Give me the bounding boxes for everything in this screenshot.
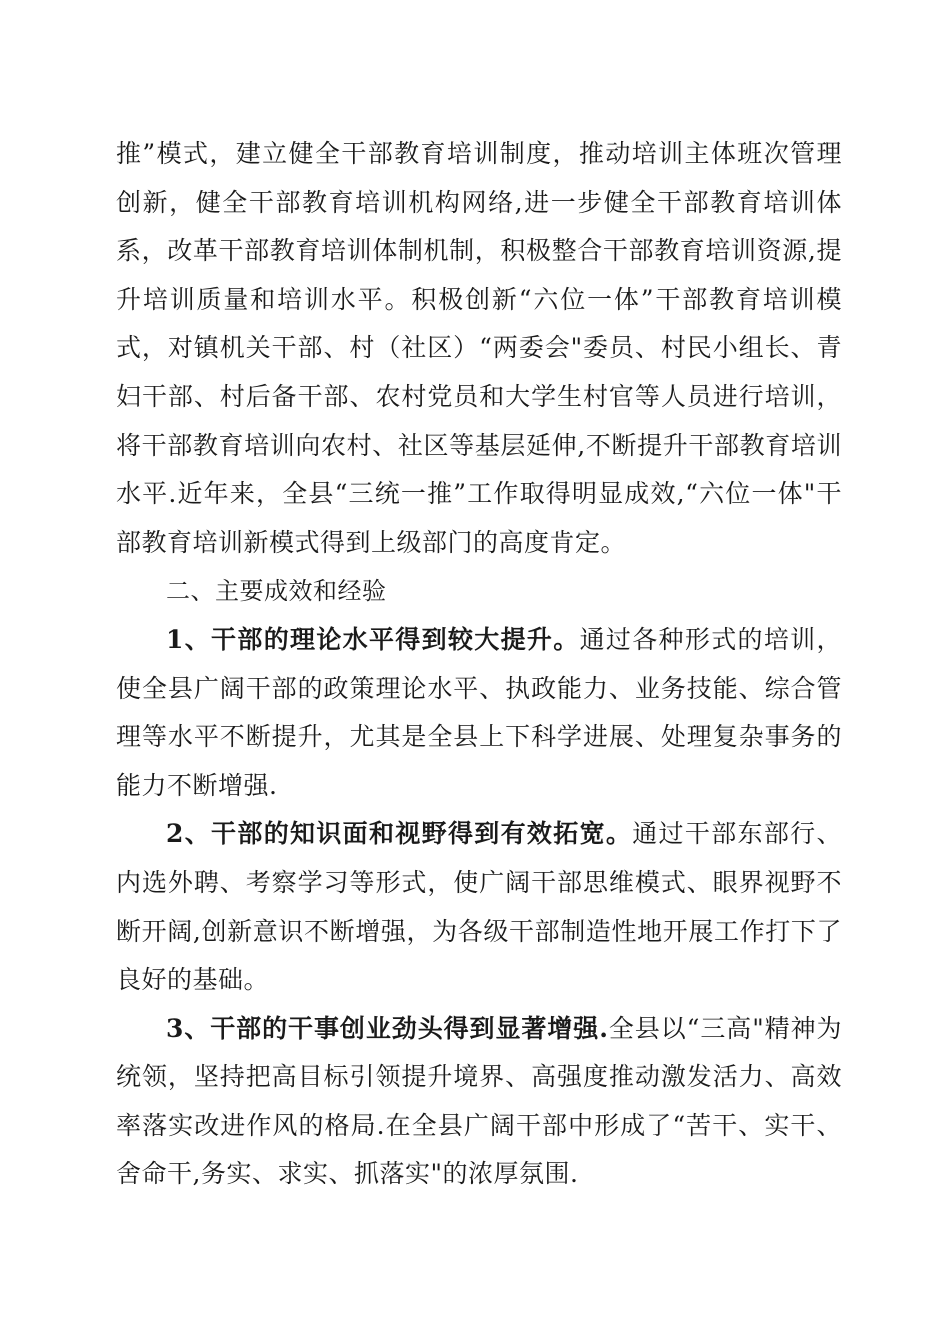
item-paragraph-3: [116, 1005, 842, 1199]
intro-paragraph: 推”模式，建立健全干部教育培训制度，推动培训主体班次管理创新，健全干部教育培训机构网络,进一步健全干部教育培训体系，改革干部教育培训体制机制，积极整合干部教育培训资源,提升培训质量和培训水平。积极创新“六位一体”干部教育培训模式，对镇机关干部、村（社区）“两委会"委员、村民小组长、青妇干部、村后备干部、农村党员和大学生村官等人员进行培训，将干部教育培训向农村、社区等基层延伸,不断提升干部教育培训水平.近年来，全县“三统一推”工作取得明显成效,“六位一体"干部教育培训新模式得到上级部门的高度肯定。: [116, 139, 842, 557]
item-body-1: 通过各种形式的培训，使全县广阔干部的政策理论水平、执政能力、业务技能、综合管理等水平不断提升，尤其是全县上下科学进展、处理复杂事务的能力不断增强.: [116, 624, 842, 800]
item-lead-1: 1、干部的理论水平得到较大提升。: [166, 624, 580, 654]
item-paragraph-1: [116, 616, 842, 810]
item-body-2: 通过干部东部行、内选外聘、考察学习等形式，使广阔干部思维模式、眼界视野不断开阔,创新意识不断增强，为各级干部制造性地开展工作打下了良好的基础。: [116, 819, 842, 995]
item-body-3: 全县以“三高"精神为统领，坚持把高目标引领提升境界、高强度推动激发活力、高效率落实改进作风的格局.在全县广阔干部中形成了“苦干、实干、舍命干,务实、求实、抓落实"的浓厚氛围.: [116, 1013, 843, 1189]
item-lead-2: 2、干部的知识面和视野得到有效拓宽。: [166, 819, 633, 849]
item-paragraph-2: [116, 810, 842, 1004]
item-lead-3: 3、干部的干事创业劲头得到显著增强.: [166, 1013, 609, 1043]
document-body: [116, 130, 842, 1199]
section-heading: 二、主要成效和经验: [166, 577, 387, 606]
